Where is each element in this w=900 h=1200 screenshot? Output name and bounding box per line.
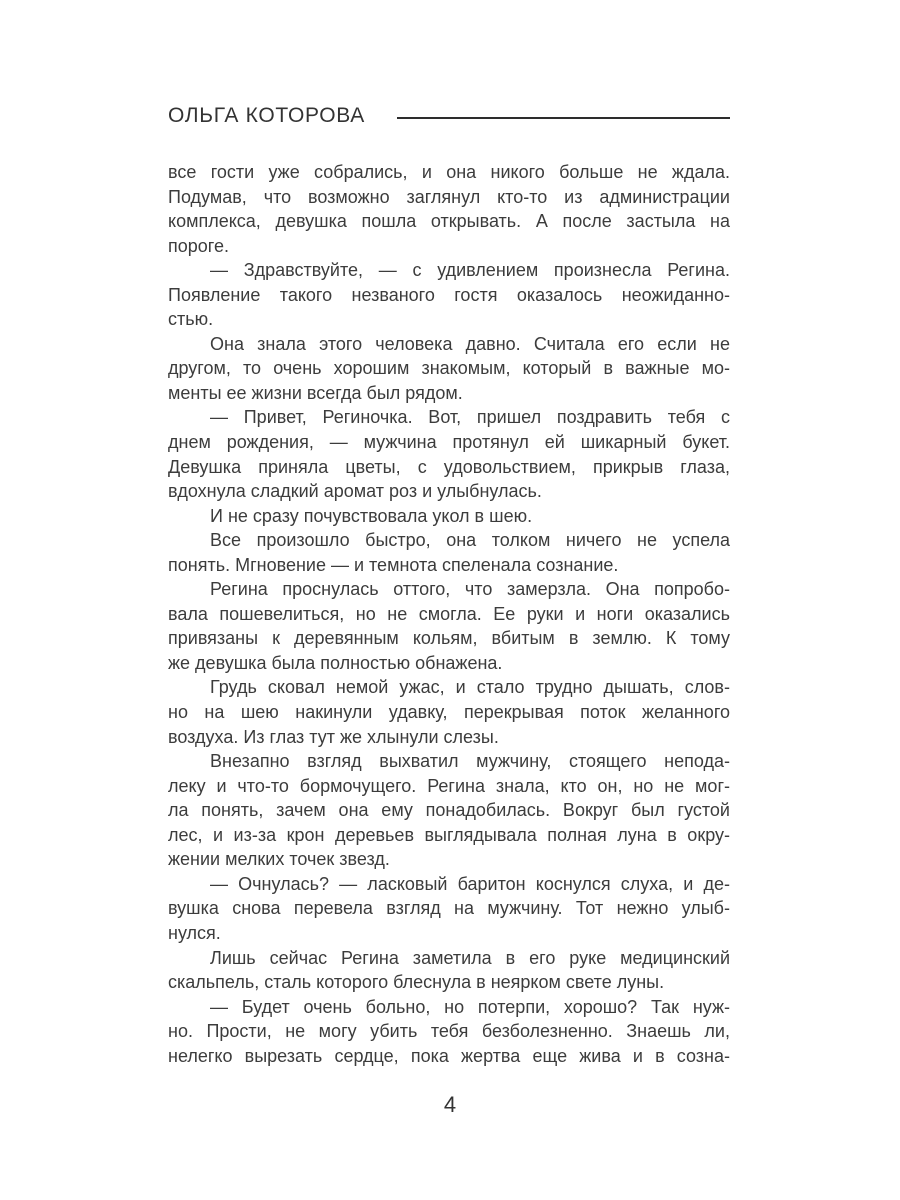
text-line: лес, и из-за крон деревьев выглядывала полная луна в окру- <box>168 824 730 845</box>
text-line: — Будет очень больно, но потерпи, хорошо? Так нуж- <box>210 996 730 1017</box>
text-line: Появление такого незваного гостя оказалось неожиданно- <box>168 284 730 305</box>
text-line: нулся. <box>168 922 221 943</box>
text-line: — Привет, Региночка. Вот, пришел поздравить тебя с <box>210 407 730 428</box>
text-line: комплекса, девушка пошла открывать. А после застыла на <box>168 211 730 232</box>
text-line: Подумав, что возможно заглянул кто-то из администрации <box>168 186 730 207</box>
text-line: воздуха. Из глаз тут же хлынули слезы. <box>168 726 499 747</box>
text-line: И не сразу почувствовала укол в шею. <box>210 505 533 526</box>
text-line: — Здравствуйте, — с удивлением произнесла Регина. <box>210 260 730 281</box>
text-line: привязаны к деревянным кольям, вбитым в землю. К тому <box>168 628 730 649</box>
text-line: днем рождения, — мужчина протянул ей шикарный букет. <box>168 432 730 453</box>
text-line: Регина проснулась оттого, что замерзла. Она попробо- <box>210 579 730 600</box>
text-line: ла понять, зачем она ему понадобилась. Вокруг был густой <box>168 800 730 821</box>
text-line: Лишь сейчас Регина заметила в его руке медицинский <box>210 947 730 968</box>
text-line: Все произошло быстро, она толком ничего не успела <box>210 530 730 551</box>
text-line: пороге. <box>168 235 229 256</box>
text-line: же девушка была полностью обнажена. <box>168 652 503 673</box>
text-line: жении мелких точек звезд. <box>168 849 390 870</box>
text-line: скальпель, сталь которого блеснула в неярком свете луны. <box>168 972 665 993</box>
text-line: вала пошевелиться, но не смогла. Ее руки и ноги оказались <box>168 603 730 624</box>
text-line: но. Прости, не могу убить тебя безболезненно. Знаешь ли, <box>168 1021 730 1042</box>
text-line: вдохнула сладкий аромат роз и улыбнулась. <box>168 481 542 502</box>
text-line: нелегко вырезать сердце, пока жертва еще жива и в созна- <box>168 1045 730 1066</box>
text-line: Грудь сковал немой ужас, и стало трудно дышать, слов- <box>210 677 730 698</box>
header-rule <box>397 117 730 119</box>
text-line: менты ее жизни всегда был рядом. <box>168 382 463 403</box>
text-line: вушка снова перевела взгляд на мужчину. Тот нежно улыб- <box>168 898 730 919</box>
text-line: понять. Мгновение — и темнота спеленала сознание. <box>168 554 619 575</box>
text-line: Она знала этого человека давно. Считала его если не <box>210 333 730 354</box>
text-line: Девушка приняла цветы, с удовольствием, прикрыв глаза, <box>168 456 730 477</box>
text-line: другом, то очень хорошим знакомым, который в важные мо- <box>168 358 730 379</box>
text-line: стью. <box>168 309 214 330</box>
text-line: все гости уже собрались, и она никого больше не ждала. <box>168 162 730 182</box>
text-line: — Очнулась? — ласковый баритон коснулся слуха, и де- <box>210 873 730 894</box>
page-number: 4 <box>443 1092 457 1117</box>
running-header <box>168 104 730 128</box>
body-text <box>168 160 730 1068</box>
text-line: но на шею накинули удавку, перекрывая поток желанного <box>168 702 730 723</box>
text-line: Внезапно взгляд выхватил мужчину, стоящего непода- <box>210 751 730 772</box>
text-line: леку и что-то бормочущего. Регина знала, кто он, но не мог- <box>168 775 730 796</box>
running-header-author: ОЛЬГА КОТОРОВА <box>168 104 366 127</box>
